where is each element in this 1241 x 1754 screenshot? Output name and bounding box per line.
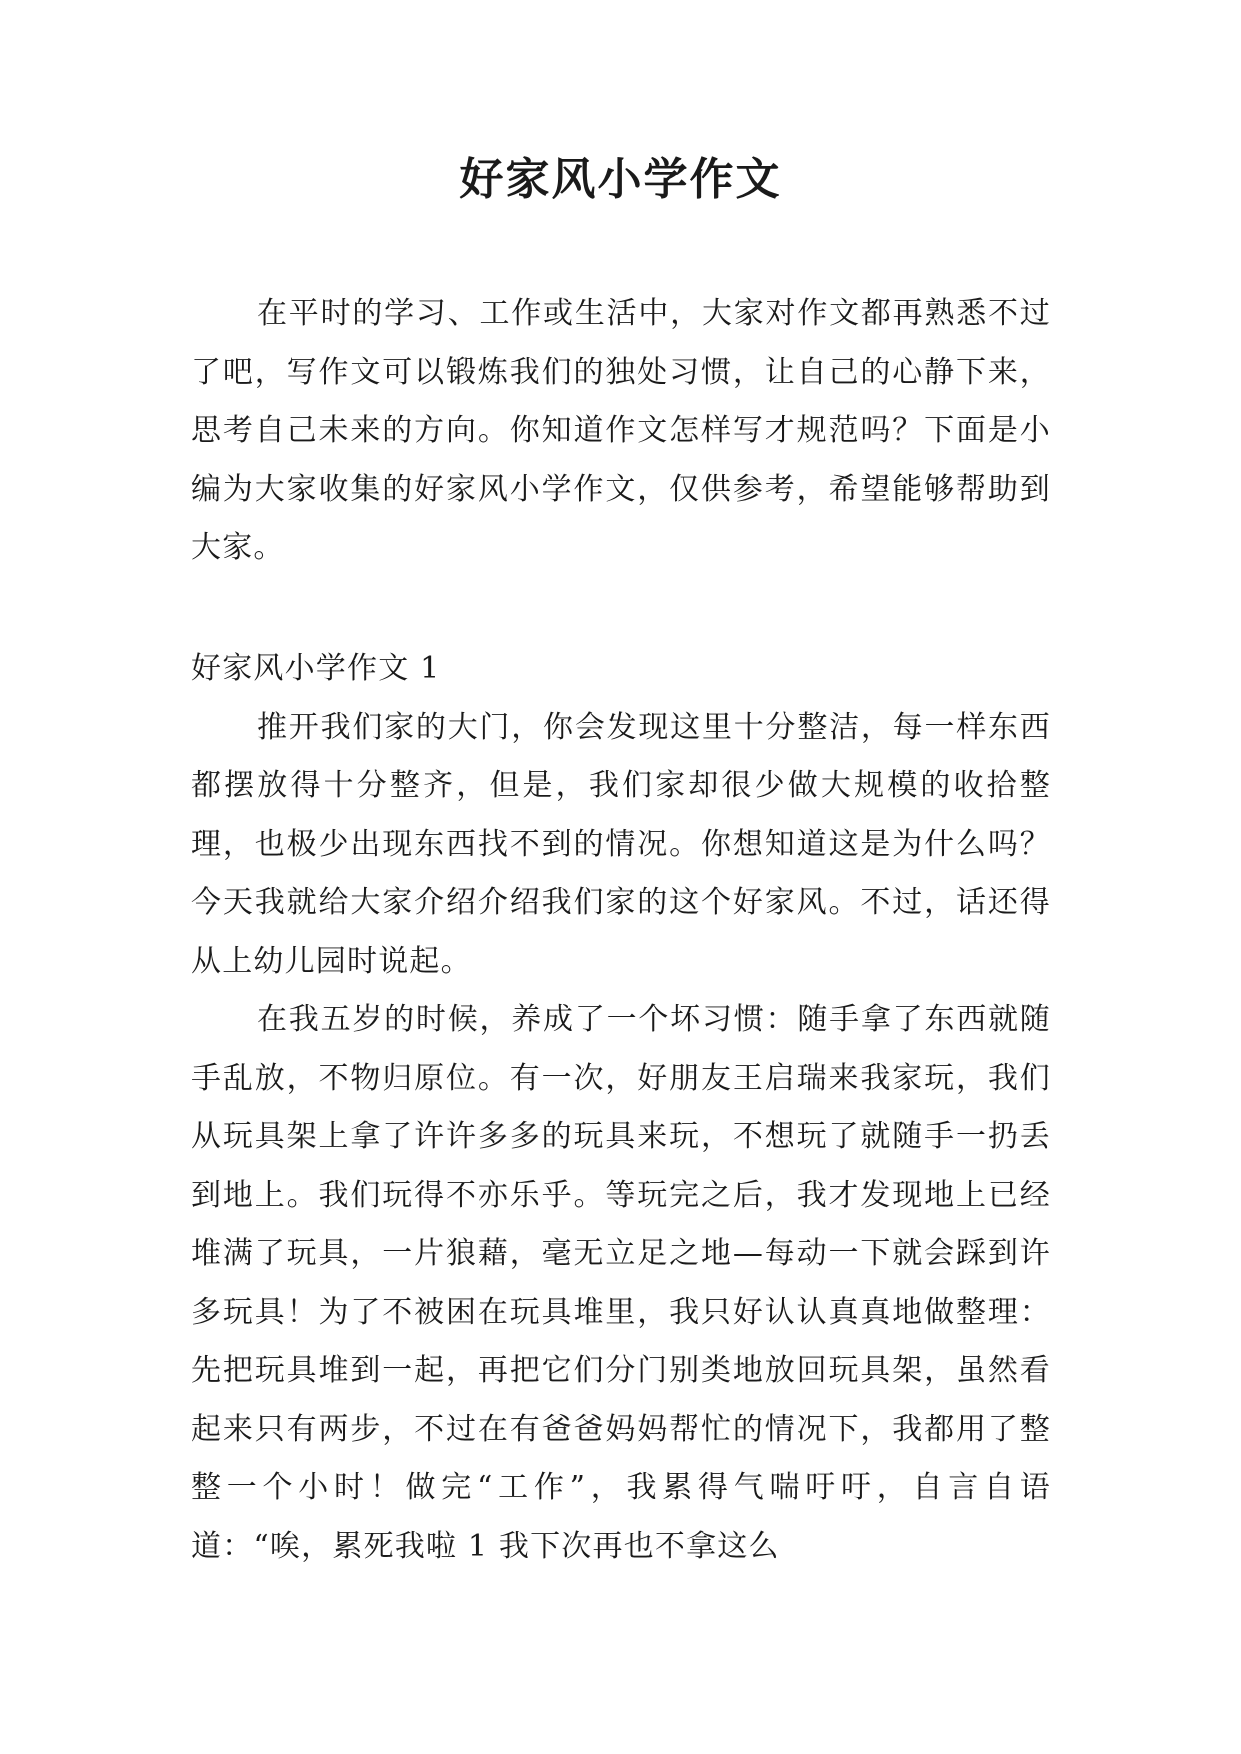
- essay-section-1: [191, 640, 1051, 1576]
- intro-paragraph: 在平时的学习、工作或生活中，大家对作文都再熟悉不过了吧，写作文可以锻炼我们的独处习惯，让自己的心静下来，思考自己未来的方向。你知道作文怎样写才规范吗？下面是小编为大家收集的好家风小学作文，仅供参考，希望能够帮助到大家。: [191, 296, 1051, 565]
- document-title: 好家风小学作文: [459, 154, 782, 205]
- section-heading: 好家风小学作文 1: [191, 651, 441, 686]
- section-paragraph-1: 推开我们家的大门，你会发现这里十分整洁，每一样东西都摆放得十分整齐，但是，我们家却很少做大规模的收拾整理，也极少出现东西找不到的情况。你想知道这是为什么吗？今天我就给大家介绍介绍我们家的这个好家风。不过，话还得从上幼儿园时说起。: [191, 709, 1051, 979]
- section-paragraph-2: 在我五岁的时候，养成了一个坏习惯：随手拿了东西就随手乱放，不物归原位。有一次，好朋友王启瑞来我家玩，我们从玩具架上拿了许许多多的玩具来玩，不想玩了就随手一扔丢到地上。我们玩得不亦乐乎。等玩完之后，我才发现地上已经堆满了玩具，一片狼藉，毫无立足之地—每动一下就会踩到许多玩具！为了不被困在玩具堆里，我只好认认真真地做整理：先把玩具堆到一起，再把它们分门别类地放回玩具架，虽然看起来只有两步，不过在有爸爸妈妈帮忙的情况下，我都用了整整一个小时！做完“工作”，我累得气喘吁吁，自言自语道：“唉，累死我啦 1 我下次再也不拿这么: [191, 1002, 1051, 1564]
